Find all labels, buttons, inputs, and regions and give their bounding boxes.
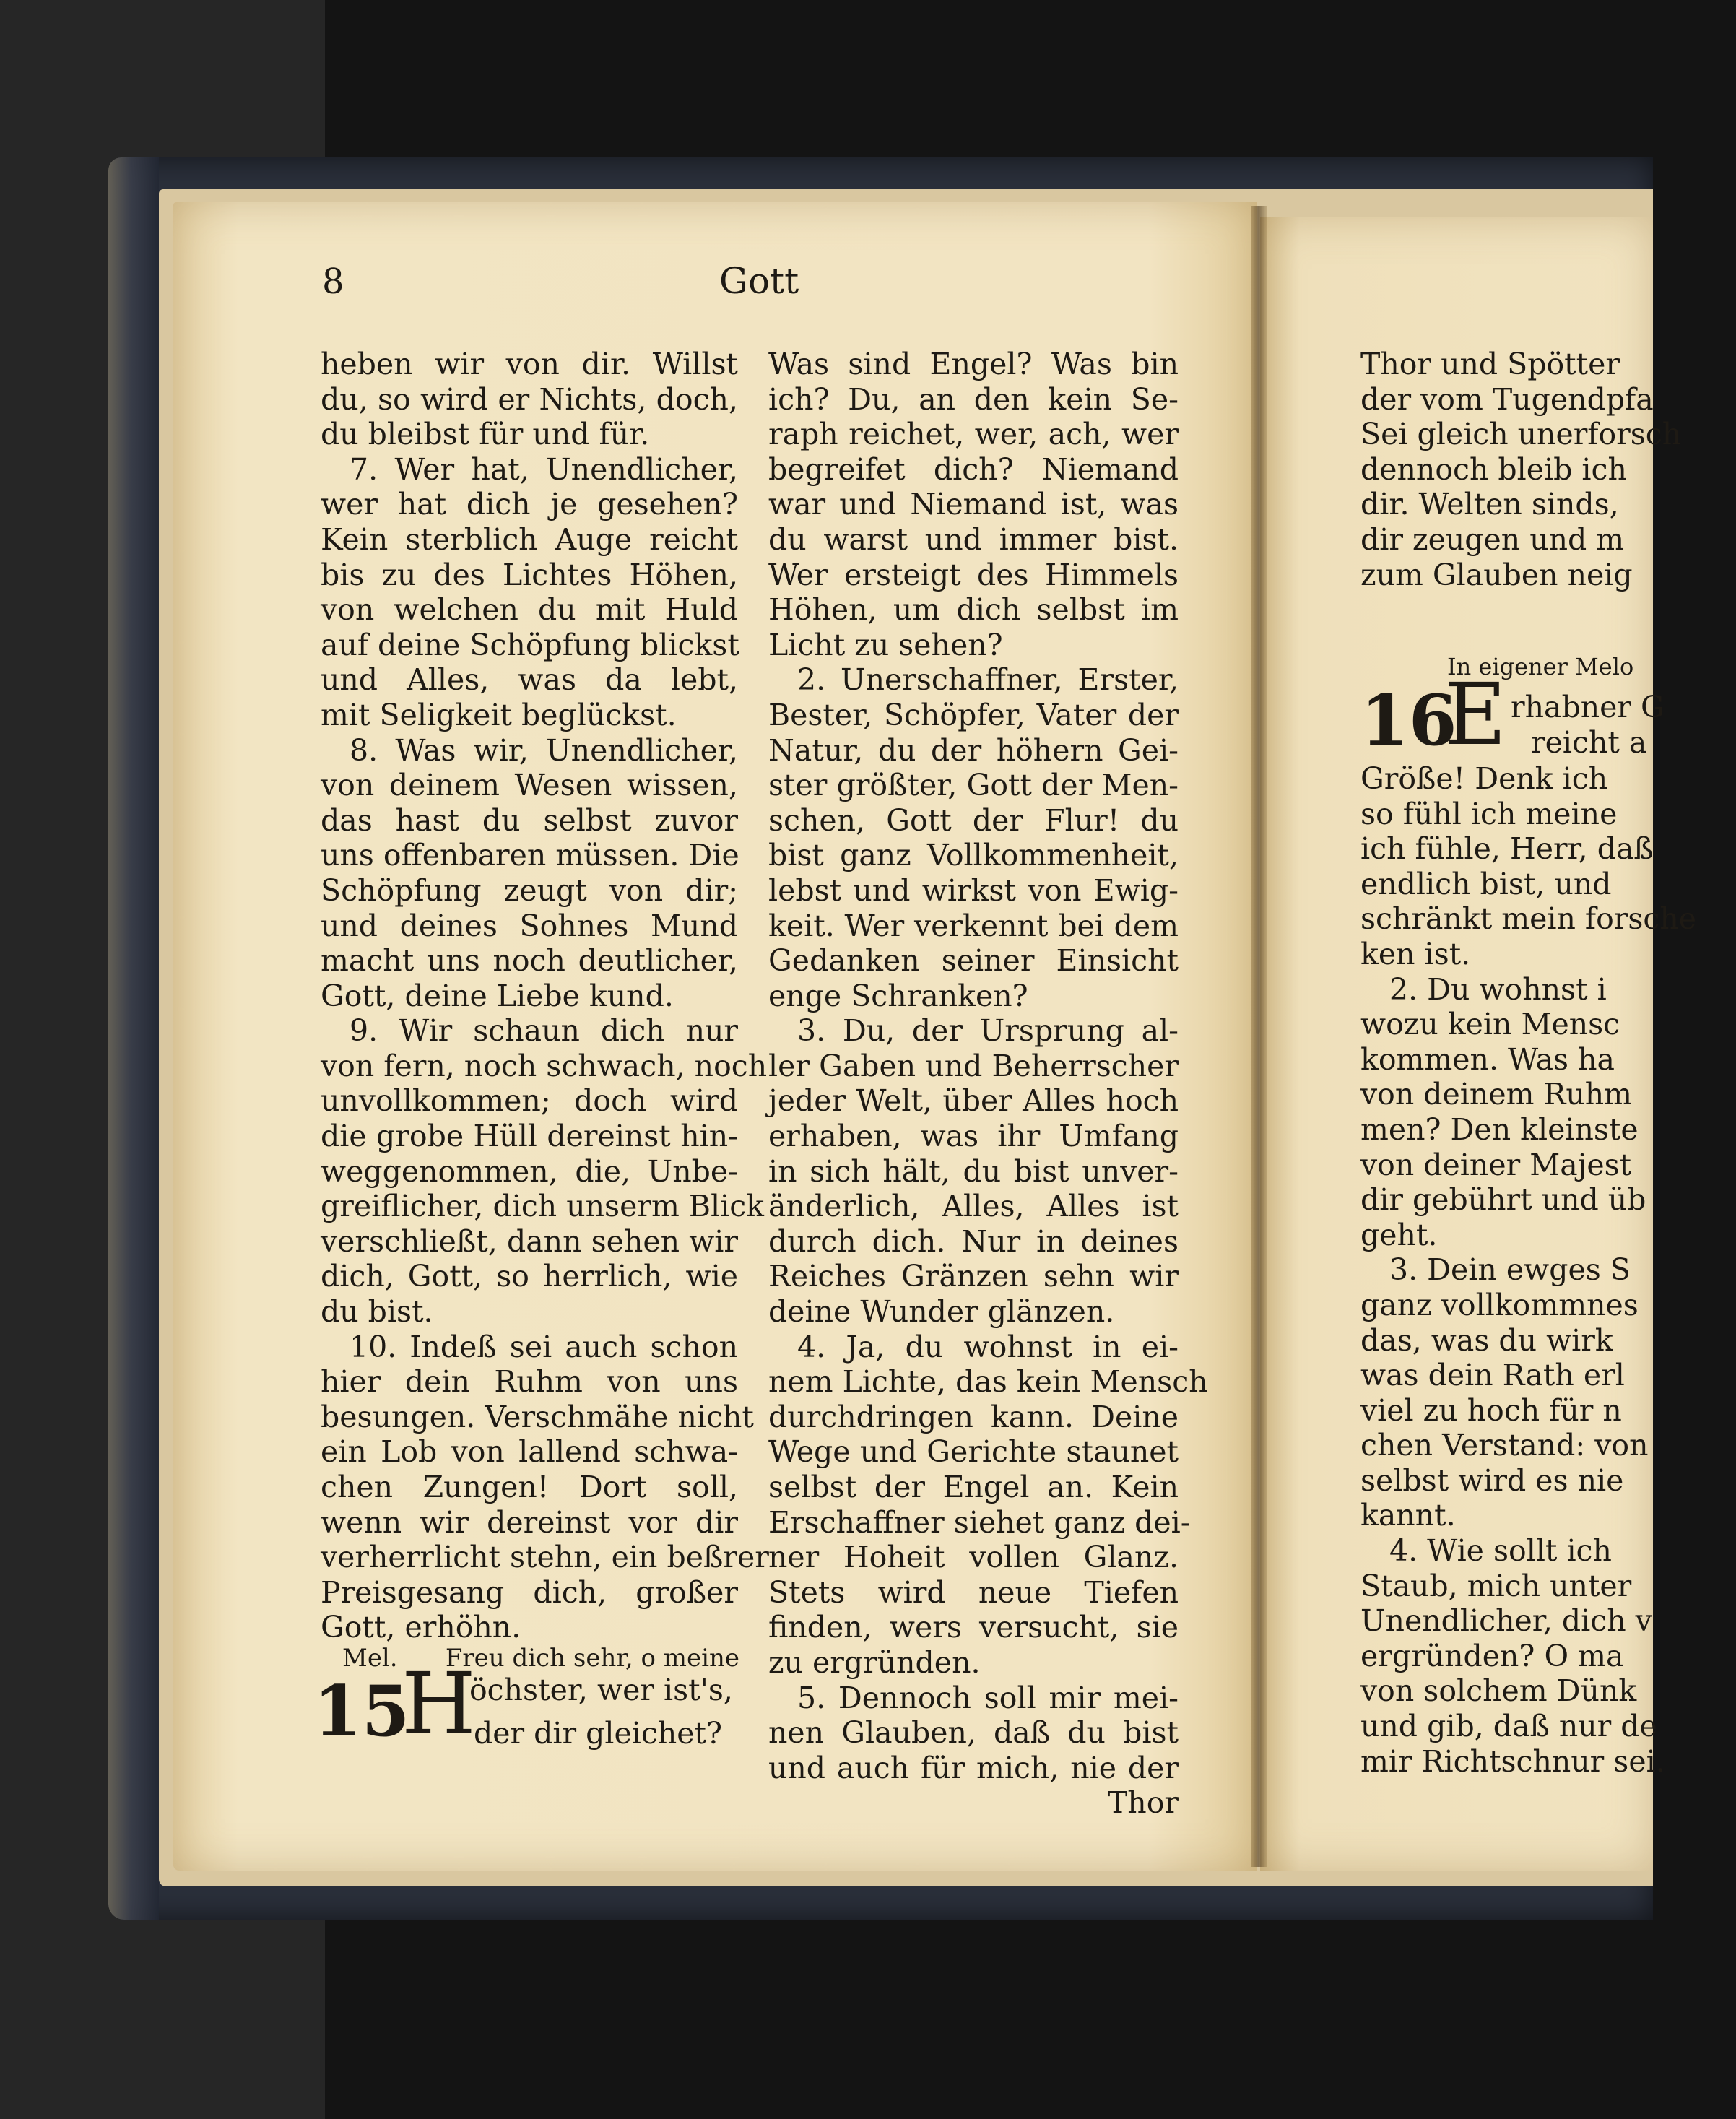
text-line: Gott, deine Liebe kund.	[321, 978, 674, 1013]
text-line: 8. Was wir, Unendlicher,	[350, 732, 738, 768]
text-line: und Alles, was da lebt,	[321, 662, 738, 698]
text-line: nem Lichte, das kein Mensch	[768, 1364, 1208, 1400]
text-line: kannt.	[1360, 1498, 1456, 1533]
text-line: schränkt mein forsche	[1360, 901, 1697, 937]
text-line: Stets wird neue Tiefen	[768, 1574, 1179, 1610]
text-line: finden, wers versucht, sie	[768, 1610, 1179, 1645]
hymn-first-line: öchster, wer ist's,	[469, 1673, 733, 1707]
text-line: enge Schranken?	[768, 978, 1028, 1013]
text-line: was dein Rath erl	[1360, 1358, 1625, 1393]
text-line: ner Hoheit vollen Glanz.	[768, 1540, 1179, 1575]
text-line: du bist.	[321, 1294, 433, 1330]
text-line: dir. Welten sinds,	[1360, 487, 1619, 522]
text-line: men? Den kleinste	[1360, 1112, 1639, 1147]
text-line: Was sind Engel? Was bin	[768, 347, 1179, 381]
text-line: Unendlicher, dich v	[1360, 1603, 1652, 1639]
text-line: ken ist.	[1360, 936, 1471, 971]
text-line: ster größter, Gott der Men-	[768, 768, 1179, 803]
hymn-number: 15	[313, 1670, 410, 1752]
text-line: Reiches Gränzen sehn wir	[768, 1259, 1179, 1294]
text-line: Gott, erhöhn.	[321, 1610, 521, 1645]
text-line: dir zeugen und m	[1360, 521, 1625, 557]
text-line: ein Lob von lallend schwa-	[321, 1434, 738, 1470]
text-line: Bester, Schöpfer, Vater der	[768, 697, 1179, 732]
text-line: Schöpfung zeugt von dir;	[321, 872, 738, 908]
right-page-top-block	[1360, 347, 1681, 592]
text-line: deine Wunder glänzen.	[768, 1294, 1115, 1330]
text-line: uns offenbaren müssen. Die	[321, 838, 739, 873]
text-line: chen Zungen! Dort soll,	[321, 1470, 738, 1504]
text-line: von welchen du mit Huld	[321, 592, 738, 628]
text-line: Thor und Spötter	[1360, 347, 1620, 381]
text-line: selbst der Engel an. Kein	[768, 1470, 1179, 1504]
text-line: begreifet dich? Niemand	[768, 451, 1179, 487]
text-line: 4. Ja, du wohnst in ei-	[797, 1329, 1179, 1364]
drop-cap-right: E	[1444, 664, 1507, 764]
hymn-second-line-right: reicht a	[1531, 725, 1647, 760]
text-line: durch dich. Nur in deines	[768, 1223, 1179, 1259]
text-line: du bleibst für und für.	[321, 417, 650, 452]
text-line: die grobe Hüll dereinst hin-	[321, 1119, 738, 1154]
text-line: 7. Wer hat, Unendlicher,	[350, 451, 738, 487]
text-line: zum Glauben neig	[1360, 557, 1633, 592]
book-gutter	[1251, 206, 1267, 1867]
text-line: geht.	[1360, 1217, 1438, 1252]
text-line: in sich hält, du bist unver-	[768, 1153, 1179, 1189]
melody-reference-right: In eigener Melo	[1447, 653, 1634, 680]
page-title: Gott	[719, 260, 799, 302]
text-line: Sei gleich unerforsch	[1360, 417, 1682, 452]
text-line: ganz vollkommnes	[1360, 1287, 1639, 1322]
text-line: macht uns noch deutlicher,	[321, 943, 738, 979]
text-line: von solchem Dünk	[1360, 1673, 1637, 1709]
text-line: bis zu des Lichtes Höhen,	[321, 557, 738, 592]
text-line: auf deine Schöpfung blickst	[321, 627, 739, 662]
text-line: selbst wird es nie	[1360, 1462, 1624, 1498]
text-line: nen Glauben, daß du bist	[768, 1715, 1179, 1751]
text-line: dennoch bleib ich	[1360, 451, 1627, 487]
text-line: dir gebührt und üb	[1360, 1182, 1646, 1218]
text-line: von deiner Majest	[1360, 1147, 1632, 1182]
text-line: ich? Du, an den kein Se-	[768, 381, 1179, 417]
text-line: 5. Dennoch soll mir mei-	[797, 1680, 1179, 1715]
text-line: und deines Sohnes Mund	[321, 908, 738, 943]
text-line: chen Verstand: von	[1360, 1428, 1649, 1463]
text-line: Wege und Gerichte staunet	[768, 1434, 1179, 1470]
text-line: 4. Wie sollt ich	[1389, 1533, 1612, 1569]
melody-label: Mel.	[342, 1644, 398, 1673]
text-line: so fühl ich meine	[1360, 796, 1618, 831]
text-line: bist ganz Vollkommenheit,	[768, 838, 1179, 873]
hymn-number-right: 16	[1360, 680, 1457, 761]
catchword: Thor	[1107, 1785, 1179, 1821]
text-line: 3. Du, der Ursprung al-	[797, 1013, 1179, 1049]
text-line: 9. Wir schaun dich nur	[350, 1013, 738, 1049]
text-line: änderlich, Alles, Alles ist	[768, 1189, 1179, 1224]
text-line: ich fühle, Herr, daß	[1360, 831, 1654, 867]
left-page-column-1	[321, 347, 769, 1645]
melody-text: Freu dich sehr, o meine	[445, 1644, 739, 1673]
text-line: erhaben, was ihr Umfang	[768, 1119, 1179, 1154]
text-line: unvollkommen; doch wird	[321, 1083, 738, 1119]
text-line: verherrlicht stehn, ein beßrer	[321, 1540, 769, 1575]
text-line: Licht zu sehen?	[768, 627, 1003, 662]
text-line: ler Gaben und Beherrscher	[768, 1048, 1179, 1083]
text-line: ergründen? O ma	[1360, 1638, 1624, 1673]
left-page-column-2	[768, 347, 1208, 1821]
text-line: raph reichet, wer, ach, wer	[768, 417, 1179, 452]
text-line: war und Niemand ist, was	[768, 487, 1179, 522]
text-line: greiflicher, dich unserm Blick	[321, 1189, 765, 1224]
text-line: Gedanken seiner Einsicht	[768, 943, 1179, 979]
text-line: Höhen, um dich selbst im	[768, 592, 1179, 628]
text-line: schen, Gott der Flur! du	[768, 802, 1179, 838]
text-line: lebst und wirkst von Ewig-	[768, 872, 1179, 908]
text-line: Preisgesang dich, großer	[321, 1574, 738, 1610]
hymn-first-line-right: rhabner G	[1511, 690, 1665, 724]
text-line: kommen. Was ha	[1360, 1041, 1615, 1077]
text-line: von deinem Wesen wissen,	[321, 768, 738, 803]
text-line: Wer ersteigt des Himmels	[768, 557, 1179, 592]
text-line: hier dein Ruhm von uns	[321, 1364, 738, 1400]
text-line: endlich bist, und	[1360, 866, 1612, 901]
text-line: weggenommen, die, Unbe-	[321, 1153, 738, 1189]
text-line: dich, Gott, so herrlich, wie	[321, 1259, 738, 1294]
hymn-second-line: der dir gleichet?	[474, 1716, 722, 1751]
text-line: 3. Dein ewges S	[1389, 1252, 1631, 1288]
text-line: 2. Unerschaffner, Erster,	[797, 662, 1179, 698]
text-line: mit Seligkeit beglückst.	[321, 697, 677, 732]
text-line: du warst und immer bist.	[768, 521, 1179, 557]
text-line: mir Richtschnur sei.	[1360, 1743, 1665, 1779]
text-line: wozu kein Mensc	[1360, 1007, 1620, 1042]
text-line: und gib, daß nur de	[1360, 1709, 1657, 1744]
text-line: wenn wir dereinst vor dir	[321, 1504, 738, 1540]
text-line: das hast du selbst zuvor	[321, 802, 738, 838]
cover-spine-edge	[108, 157, 159, 1920]
text-line: Kein sterblich Auge reicht	[321, 521, 738, 557]
text-line: du, so wird er Nichts, doch,	[321, 381, 738, 417]
text-line: und auch für mich, nie der	[768, 1750, 1179, 1785]
text-line: jeder Welt, über Alles hoch	[768, 1083, 1179, 1119]
drop-cap: H	[402, 1654, 476, 1754]
text-line: durchdringen kann. Deine	[768, 1399, 1179, 1434]
text-line: das, was du wirk	[1360, 1322, 1613, 1358]
text-line: wer hat dich je gesehen?	[321, 487, 738, 522]
text-line: 10. Indeß sei auch schon	[350, 1329, 738, 1364]
text-line: von fern, noch schwach, noch	[321, 1048, 768, 1083]
text-line: keit. Wer verkennt bei dem	[768, 908, 1179, 943]
text-line: verschließt, dann sehen wir	[321, 1223, 738, 1259]
text-line: Natur, du der höhern Gei-	[768, 732, 1179, 768]
text-line: heben wir von dir. Willst	[321, 347, 738, 381]
text-line: der vom Tugendpfa	[1360, 381, 1654, 417]
text-line: Größe! Denk ich	[1360, 761, 1608, 796]
text-line: zu ergründen.	[768, 1644, 981, 1680]
text-line: besungen. Verschmähe nicht	[321, 1399, 754, 1434]
right-page-bottom-block	[1360, 761, 1696, 1779]
page-number: 8	[322, 261, 344, 302]
text-line: viel zu hoch für n	[1360, 1392, 1622, 1428]
text-line: Staub, mich unter	[1360, 1568, 1632, 1603]
text-line: Erschaffner siehet ganz dei-	[768, 1504, 1191, 1540]
text-line: von deinem Ruhm	[1360, 1077, 1633, 1112]
text-line: 2. Du wohnst i	[1389, 971, 1607, 1007]
